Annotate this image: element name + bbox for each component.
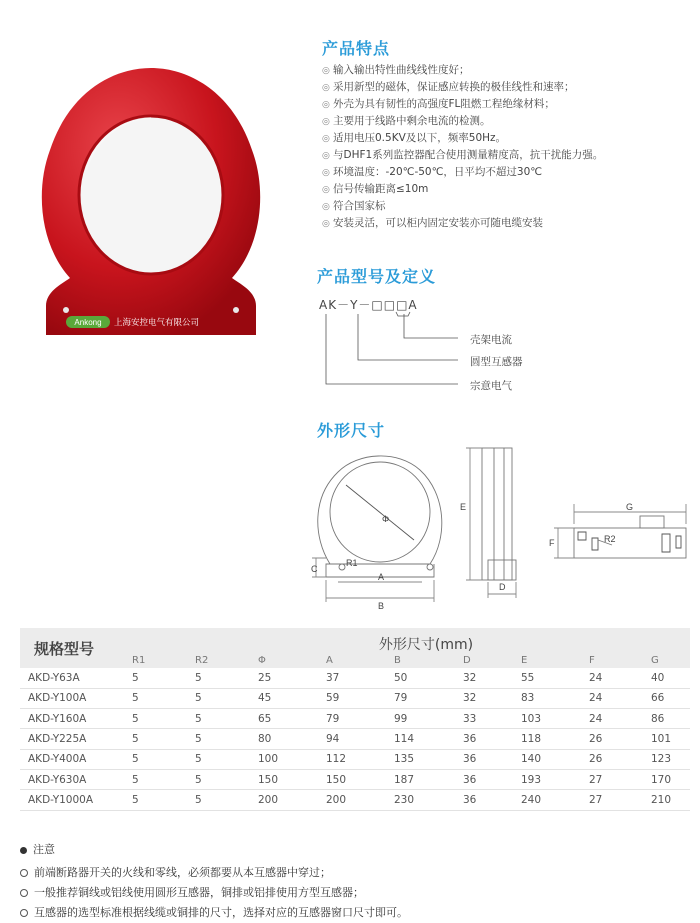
dim-column-r1: R1 (132, 655, 195, 668)
dimensions-column-header: 外形尺寸(mm) (132, 628, 690, 655)
dim-label-a: A (378, 572, 385, 582)
dim-cell-r1: 5 (132, 729, 195, 749)
table-row (20, 668, 690, 688)
model-cell: AKD-Y630A (20, 769, 132, 789)
note-bullet-icon (20, 909, 28, 917)
dim-cell-a: 37 (326, 668, 394, 688)
dim-column-b: B (394, 655, 463, 668)
dim-cell-g: 170 (651, 769, 690, 789)
front-view-drawing (312, 456, 442, 602)
dim-cell-φ: 45 (258, 688, 326, 708)
features-title: 产品特点 (322, 39, 391, 58)
table-row (20, 769, 690, 789)
model-def-round-transformer: 圆型互感器 (470, 356, 523, 368)
model-cell: AKD-Y1000A (20, 790, 132, 810)
dim-cell-b: 187 (394, 769, 463, 789)
dim-cell-b: 114 (394, 729, 463, 749)
feature-bullet-icon: ◎ (322, 66, 330, 76)
model-code: AK－Y－□□□A (319, 298, 418, 312)
model-cell: AKD-Y100A (20, 688, 132, 708)
model-def-brand: 宗意电气 (470, 380, 512, 392)
dim-cell-φ: 80 (258, 729, 326, 749)
table-row (20, 749, 690, 769)
model-def-frame-current: 壳架电流 (470, 334, 512, 346)
dim-cell-e: 83 (521, 688, 589, 708)
dim-column-e: E (521, 655, 589, 668)
model-cell: AKD-Y225A (20, 729, 132, 749)
dim-column-g: G (651, 655, 690, 668)
dim-cell-d: 32 (463, 668, 521, 688)
dim-cell-f: 26 (589, 749, 651, 769)
dim-label-r2: R2 (604, 534, 616, 544)
dimension-drawings (298, 442, 698, 614)
dim-cell-e: 118 (521, 729, 589, 749)
feature-bullet-icon: ◎ (322, 117, 330, 127)
dim-cell-d: 33 (463, 709, 521, 729)
dim-cell-a: 150 (326, 769, 394, 789)
dim-label-e: E (460, 502, 467, 512)
dim-cell-d: 36 (463, 729, 521, 749)
dim-cell-e: 193 (521, 769, 589, 789)
feature-item: ◎ 安装灵活，可以柜内固定安装亦可随电缆安装 (322, 215, 692, 232)
feature-item: ◎ 环境温度：-20℃-50℃，日平均不超过30℃ (322, 164, 692, 181)
dim-cell-r2: 5 (195, 709, 258, 729)
dim-cell-r2: 5 (195, 668, 258, 688)
dim-cell-b: 79 (394, 688, 463, 708)
notes-title: 注意 (20, 842, 690, 858)
dim-cell-g: 210 (651, 790, 690, 810)
dim-cell-f: 27 (589, 769, 651, 789)
product-image (40, 30, 262, 335)
feature-item: ◎ 采用新型的磁体，保证感应转换的极佳线性和速率； (322, 79, 692, 96)
dim-cell-d: 36 (463, 790, 521, 810)
dim-cell-e: 240 (521, 790, 589, 810)
dim-cell-e: 55 (521, 668, 589, 688)
model-code-leader-lines (300, 300, 560, 400)
dim-label-c: C (311, 564, 318, 574)
feature-item: ◎ 输入输出特性曲线线性度好； (322, 62, 692, 79)
feature-item: ◎ 适用电压0.5KV及以下，频率50Hz。 (322, 130, 692, 147)
dim-cell-d: 36 (463, 749, 521, 769)
dim-cell-f: 24 (589, 668, 651, 688)
dim-cell-r1: 5 (132, 709, 195, 729)
dim-cell-e: 103 (521, 709, 589, 729)
top-view-drawing (554, 504, 686, 558)
feature-item: ◎ 主要用于线路中剩余电流的检测。 (322, 113, 692, 130)
table-row (20, 709, 690, 729)
dim-column-f: F (589, 655, 651, 668)
dim-cell-r2: 5 (195, 749, 258, 769)
dim-cell-d: 36 (463, 769, 521, 789)
note-bullet-icon (20, 869, 28, 877)
dim-label-f: F (549, 538, 555, 548)
dim-cell-b: 135 (394, 749, 463, 769)
feature-bullet-icon: ◎ (322, 151, 330, 161)
feature-bullet-icon: ◎ (322, 168, 330, 178)
dim-label-b: B (378, 601, 385, 611)
feature-bullet-icon: ◎ (322, 202, 330, 212)
model-cell: AKD-Y63A (20, 668, 132, 688)
dim-label-r1: R1 (346, 558, 358, 568)
dim-cell-r1: 5 (132, 749, 195, 769)
dim-cell-r2: 5 (195, 688, 258, 708)
dim-cell-φ: 150 (258, 769, 326, 789)
table-row (20, 790, 690, 810)
dim-cell-b: 99 (394, 709, 463, 729)
features-list (322, 62, 692, 232)
dim-cell-a: 200 (326, 790, 394, 810)
dim-label-g: G (626, 502, 634, 512)
dim-cell-f: 24 (589, 709, 651, 729)
note-item: 互感器的选型标准根据线缆或铜排的尺寸，选择对应的互感器窗口尺寸即可。 (20, 903, 690, 923)
table-row (20, 688, 690, 708)
company-text: 上海安控电气有限公司 (114, 318, 200, 328)
note-item: 前端断路器开关的火线和零线，必须都要从本互感器中穿过； (20, 863, 690, 883)
dim-cell-r2: 5 (195, 729, 258, 749)
feature-item: ◎ 符合国家标 (322, 198, 692, 215)
feature-bullet-icon: ◎ (322, 83, 330, 93)
dim-cell-a: 59 (326, 688, 394, 708)
dim-cell-e: 140 (521, 749, 589, 769)
model-cell: AKD-Y400A (20, 749, 132, 769)
dim-column-r2: R2 (195, 655, 258, 668)
dim-cell-g: 123 (651, 749, 690, 769)
table-row (20, 729, 690, 749)
dim-cell-φ: 65 (258, 709, 326, 729)
dim-cell-g: 86 (651, 709, 690, 729)
dim-cell-d: 32 (463, 688, 521, 708)
dim-label-phi: Φ (382, 514, 390, 524)
dim-cell-r2: 5 (195, 790, 258, 810)
dim-cell-b: 230 (394, 790, 463, 810)
dim-cell-f: 26 (589, 729, 651, 749)
feature-bullet-icon: ◎ (322, 100, 330, 110)
dim-cell-a: 112 (326, 749, 394, 769)
dim-label-d: D (499, 582, 506, 592)
dim-cell-a: 94 (326, 729, 394, 749)
dim-cell-r1: 5 (132, 688, 195, 708)
feature-bullet-icon: ◎ (322, 134, 330, 144)
side-view-drawing (466, 448, 516, 598)
feature-item: ◎ 外壳为具有韧性的高强度FL阻燃工程绝缘材料； (322, 96, 692, 113)
dim-cell-f: 24 (589, 688, 651, 708)
dim-cell-φ: 100 (258, 749, 326, 769)
dim-cell-r1: 5 (132, 769, 195, 789)
spec-table (20, 628, 690, 811)
dim-cell-r2: 5 (195, 769, 258, 789)
note-item: 一般推荐铜线或铝线使用圆形互感器，铜排或铝排使用方型互感器； (20, 883, 690, 903)
dim-cell-φ: 25 (258, 668, 326, 688)
feature-item: ◎ 与DHF1系列监控器配合使用测量精度高，抗干扰能力强。 (322, 147, 692, 164)
dim-cell-r1: 5 (132, 668, 195, 688)
feature-bullet-icon: ◎ (322, 185, 330, 195)
model-column-header: 规格型号 (20, 628, 132, 668)
dim-column-a: A (326, 655, 394, 668)
dim-column-φ: Φ (258, 655, 326, 668)
dim-cell-g: 101 (651, 729, 690, 749)
dim-cell-g: 66 (651, 688, 690, 708)
feature-bullet-icon: ◎ (322, 219, 330, 229)
dim-cell-φ: 200 (258, 790, 326, 810)
dim-column-d: D (463, 655, 521, 668)
model-title: 产品型号及定义 (317, 267, 437, 286)
logo-text: Ankong (74, 318, 102, 327)
dim-cell-a: 79 (326, 709, 394, 729)
note-bullet-icon (20, 889, 28, 897)
dim-cell-b: 50 (394, 668, 463, 688)
dimensions-title: 外形尺寸 (317, 421, 386, 440)
dim-cell-f: 27 (589, 790, 651, 810)
notes (20, 842, 690, 923)
model-cell: AKD-Y160A (20, 709, 132, 729)
feature-item: ◎ 信号传输距离≤10m (322, 181, 692, 198)
dim-cell-r1: 5 (132, 790, 195, 810)
dim-cell-g: 40 (651, 668, 690, 688)
